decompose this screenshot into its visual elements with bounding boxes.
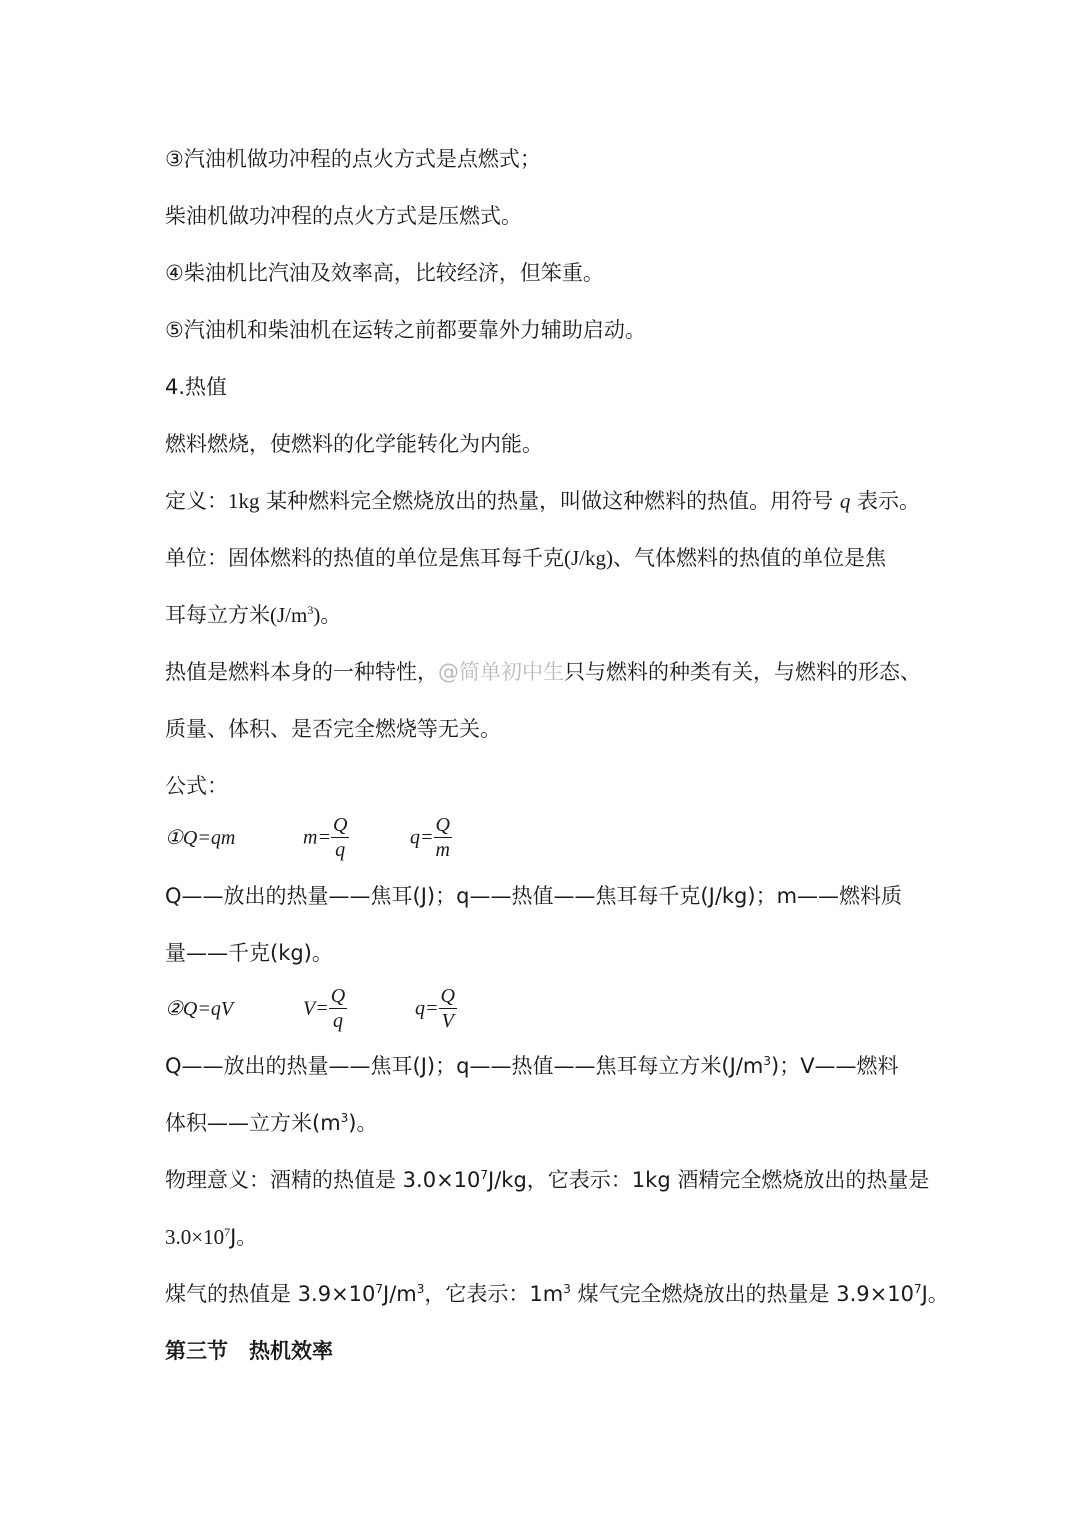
numerator: Q — [440, 985, 455, 1007]
formula-lhs: q= — [410, 826, 434, 849]
formula-lhs: V= — [303, 997, 329, 1020]
denominator: V — [441, 1010, 454, 1032]
formula-legend-2-cont — [165, 1109, 925, 1137]
superscript: 3 — [763, 1054, 771, 1068]
text-line: 柴油机做功冲程的点火方式是压燃式。 — [165, 204, 522, 228]
unit-text: 单位：固体燃料的热值的单位是焦耳每千克 — [165, 546, 564, 570]
gas-text: J。 — [921, 1282, 949, 1306]
unit-kg: 1kg — [228, 489, 260, 513]
superscript: 7 — [480, 1168, 489, 1182]
formula-q — [415, 984, 457, 1033]
legend-text-2: )。 — [348, 1111, 378, 1135]
formula-lhs: q= — [415, 997, 439, 1020]
formula-row-2 — [165, 982, 565, 1038]
gas-text: 煤气完全燃烧放出的热量是 3.9×10 — [570, 1282, 914, 1306]
meaning-text-2: J/kg，它表示：1kg 酒精完全燃烧放出的热量是 — [488, 1168, 930, 1192]
text-line: ⑤汽油机和柴油机在运转之前都要靠外力辅助启动。 — [165, 318, 646, 342]
definition-text: 某种燃料完全燃烧放出的热量，叫做这种燃料的热值。用符号 — [259, 489, 840, 513]
legend-text-2: )；V——燃料 — [771, 1054, 899, 1078]
value-text-2: J。 — [230, 1225, 258, 1249]
text-line: ③汽油机做功冲程的点火方式是点燃式； — [165, 147, 541, 171]
fraction — [434, 813, 452, 862]
fraction — [331, 813, 349, 862]
formula-text: ②Q=qV — [165, 998, 234, 1020]
formula-q-eq-qv — [165, 996, 233, 1021]
formula-v — [303, 984, 347, 1033]
legend-text: Q——放出的热量——焦耳(J)；q——热值——焦耳每立方米(J/m — [165, 1054, 764, 1078]
superscript: 3 — [307, 603, 314, 617]
numerator: Q — [330, 985, 346, 1007]
physical-meaning-line — [165, 1166, 930, 1194]
superscript: 3 — [416, 1282, 425, 1296]
superscript: 7 — [913, 1282, 922, 1296]
physical-meaning-line-cont — [165, 1223, 925, 1251]
period: 。 — [320, 603, 342, 627]
unit-jkg: (J/kg) — [564, 546, 613, 570]
gas-text: ，它表示：1m — [424, 1282, 564, 1306]
superscript: 7 — [375, 1282, 384, 1296]
unit-line-2 — [165, 601, 925, 629]
property-line — [165, 658, 925, 686]
definition-line — [165, 487, 925, 515]
unit-line — [165, 544, 925, 572]
text-line: 燃料燃烧，使燃料的化学能转化为内能。 — [165, 432, 543, 456]
denominator: q — [335, 839, 346, 861]
formula-row-1 — [165, 811, 565, 867]
watermark: @简单初中生 — [438, 660, 564, 684]
formula-heading: 公式： — [165, 774, 228, 798]
definition-end: 表示。 — [850, 489, 921, 513]
unit-jm3: (J/m — [270, 603, 308, 627]
gas-text: 煤气的热值是 3.9×10 — [165, 1282, 376, 1306]
gas-text: J/m — [383, 1282, 417, 1306]
unit-text: 耳每立方米 — [165, 603, 270, 627]
formula-m — [303, 813, 349, 862]
property-text-2: 只与燃料的种类有关，与燃料的形态、 — [564, 660, 921, 684]
symbol-q: q — [839, 489, 851, 513]
formula-lhs: m= — [303, 826, 331, 849]
fraction — [329, 984, 347, 1033]
numerator: Q — [332, 814, 348, 836]
property-text: 热值是燃料本身的一种特性， — [165, 660, 438, 684]
meaning-text: 物理意义：酒精的热值是 3.0×10 — [165, 1168, 481, 1192]
formula-legend-1-cont: 量——千克(kg)。 — [165, 941, 333, 965]
numerator: Q — [435, 814, 450, 836]
paren-close: ) — [313, 603, 321, 627]
formula-q-eq-qm — [165, 825, 235, 850]
text-line: ④柴油机比汽油及效率高，比较经济，但笨重。 — [165, 261, 604, 285]
superscript: 7 — [224, 1225, 231, 1239]
formula-legend-1: Q——放出的热量——焦耳(J)；q——热值——焦耳每千克(J/kg)；m——燃料质 — [165, 884, 903, 908]
fraction — [439, 984, 457, 1033]
gas-heat-value-line — [165, 1280, 949, 1308]
unit-text-2: 、气体燃料的热值的单位是焦 — [613, 546, 886, 570]
denominator: q — [332, 1010, 343, 1032]
definition-label: 定义： — [165, 489, 228, 513]
superscript: 3 — [340, 1111, 349, 1125]
text-line: 质量、体积、是否完全燃烧等无关。 — [165, 717, 501, 741]
superscript: 3 — [563, 1282, 571, 1296]
formula-text: ①Q=qm — [165, 827, 236, 849]
denominator: m — [435, 839, 450, 861]
legend-text: 体积——立方米(m — [165, 1111, 341, 1135]
formula-q — [410, 813, 452, 862]
section-heading-heat-value: 4.热值 — [165, 375, 228, 399]
value-text: 3.0×10 — [165, 1225, 225, 1249]
formula-legend-2 — [165, 1052, 925, 1080]
section-heading-efficiency: 第三节 热机效率 — [165, 1339, 333, 1363]
